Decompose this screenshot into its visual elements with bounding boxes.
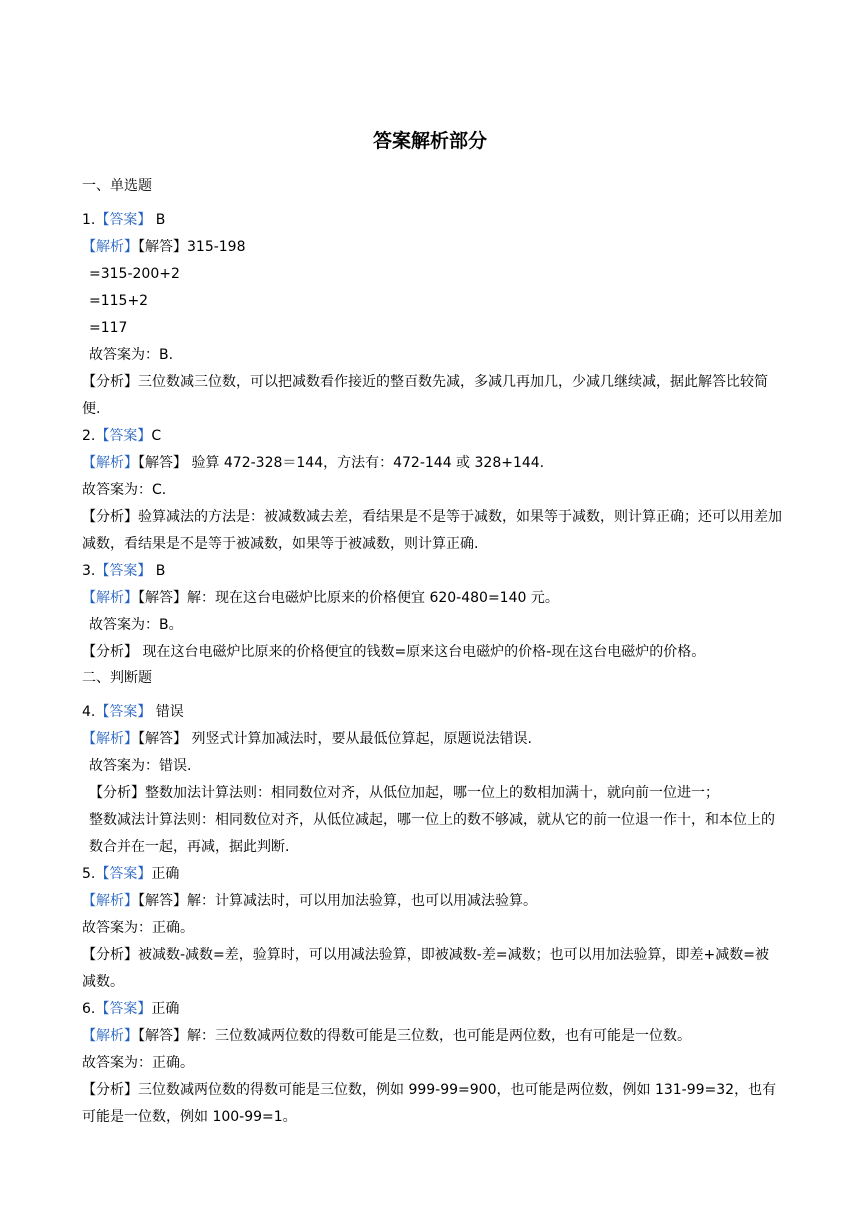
q5-answer-line <box>82 861 782 888</box>
q1-conclusion: 故答案为：B. <box>89 347 174 363</box>
q5-number: 5. <box>82 866 96 882</box>
q6-number: 6. <box>82 1001 96 1017</box>
q2-answer-line <box>82 423 782 450</box>
q3-analysis <box>82 639 782 666</box>
q1-step-1: 315-198 <box>187 239 246 255</box>
section-heading-true-false: 二、判断题 <box>82 670 152 686</box>
fenxi-tag: 【分析】 <box>82 947 138 963</box>
answer-tag: 【答案】 <box>95 563 152 579</box>
q5-solution-line <box>82 888 782 915</box>
solution-tag: 【解答】 <box>138 1028 187 1044</box>
q6-answer-line <box>82 996 782 1023</box>
fenxi-tag: 【分析】 <box>82 509 138 525</box>
answer-tag: 【答案】 <box>95 428 152 444</box>
solution-tag: 【解答】 <box>138 239 187 255</box>
q1-step-4: =117 <box>89 320 128 336</box>
fenxi-tag: 【分析】 <box>82 374 138 390</box>
q1-analysis <box>82 369 782 423</box>
q2-analysis-text: 验算减法的方法是：被减数减去差，看结果是不是等于减数，如果等于减数，则计算正确；还可以用差加减数，看结果是不是等于被减数，如果等于被减数，则计算正确. <box>82 509 782 552</box>
analysis-tag: 【解析】 <box>82 239 138 255</box>
q6-analysis-text: 三位数减两位数的得数可能是三位数，例如 999-99=900，也可能是两位数，例如 131-99=32，也有可能是一位数，例如 100-99=1。 <box>82 1082 777 1125</box>
q2-analysis <box>82 504 782 558</box>
q3-answer-line <box>82 558 782 585</box>
solution-tag: 【解答】 <box>138 455 187 471</box>
q6-solution-line <box>82 1023 782 1050</box>
q1-step-2: =315-200+2 <box>89 266 180 282</box>
q2-answer: C <box>151 428 162 444</box>
answer-tag: 【答案】 <box>95 866 152 882</box>
q2-solution-text: 验算 472-328＝144，方法有：472-144 或 328+144. <box>187 455 545 471</box>
q3-solution-text: 解：现在这台电磁炉比原来的价格便宜 620-480=140 元。 <box>187 590 559 606</box>
q1-answer: B <box>151 212 166 228</box>
q3-number: 3. <box>82 563 96 579</box>
q5-analysis-text: 被减数-减数=差，验算时，可以用减法验算，即被减数-差=减数；也可以用加法验算，即差+减数=被减数。 <box>82 947 770 990</box>
solution-tag: 【解答】 <box>138 731 187 747</box>
q2-solution-line <box>82 450 782 477</box>
q2-conclusion: 故答案为：C. <box>82 482 167 498</box>
analysis-tag: 【解析】 <box>82 455 138 471</box>
answer-tag: 【答案】 <box>95 704 152 720</box>
q4-analysis <box>82 780 782 807</box>
q4-analysis-text-2: 整数减法计算法则：相同数位对齐，从低位减起，哪一位上的数不够减，就从它的前一位退一作十，和本位上的数合并在一起，再减，据此判断. <box>89 812 775 855</box>
solution-tag: 【解答】 <box>138 893 187 909</box>
page-title: 答案解析部分 <box>372 130 487 152</box>
q6-analysis <box>82 1077 782 1131</box>
q5-analysis <box>82 942 782 996</box>
fenxi-tag: 【分析】 <box>82 644 138 660</box>
q3-conclusion: 故答案为：B。 <box>89 617 183 633</box>
q4-conclusion: 故答案为：错误. <box>89 758 192 774</box>
q5-conclusion: 故答案为：正确。 <box>82 920 194 936</box>
q1-step-3: =115+2 <box>89 293 149 309</box>
q3-analysis-text: 现在这台电磁炉比原来的价格便宜的钱数=原来这台电磁炉的价格-现在这台电磁炉的价格。 <box>138 644 706 660</box>
section-heading-single-choice: 一、单选题 <box>82 178 152 194</box>
q3-solution-line <box>82 585 782 612</box>
q4-answer-line <box>82 699 782 726</box>
solution-tag: 【解答】 <box>138 590 187 606</box>
analysis-tag: 【解析】 <box>82 893 138 909</box>
q4-analysis-text-1: 整数加法计算法则：相同数位对齐，从低位加起，哪一位上的数相加满十，就向前一位进一； <box>145 785 719 801</box>
q4-answer: 错误 <box>151 704 184 720</box>
analysis-tag: 【解析】 <box>82 1028 138 1044</box>
answer-tag: 【答案】 <box>95 1001 152 1017</box>
q6-conclusion: 故答案为：正确。 <box>82 1055 194 1071</box>
q3-answer: B <box>151 563 166 579</box>
analysis-tag: 【解析】 <box>82 590 138 606</box>
q2-number: 2. <box>82 428 96 444</box>
q4-solution-text: 列竖式计算加减法时，要从最低位算起，原题说法错误. <box>187 731 532 747</box>
q6-answer: 正确 <box>151 1001 180 1017</box>
q4-number: 4. <box>82 704 96 720</box>
q6-solution-text: 解：三位数减两位数的得数可能是三位数，也可能是两位数，也有可能是一位数。 <box>187 1028 691 1044</box>
document-body <box>82 176 782 1131</box>
q1-number: 1. <box>82 212 96 228</box>
q1-answer-line <box>82 207 782 234</box>
fenxi-tag: 【分析】 <box>82 1082 138 1098</box>
q1-analysis-text: 三位数减三位数，可以把减数看作接近的整百数先减，多减几再加几，少减几继续减，据此解答比较简便. <box>82 374 768 417</box>
q5-answer: 正确 <box>151 866 180 882</box>
answer-tag: 【答案】 <box>95 212 152 228</box>
q4-solution-line <box>82 726 782 753</box>
q1-solution-line <box>82 234 782 261</box>
fenxi-tag: 【分析】 <box>89 785 145 801</box>
analysis-tag: 【解析】 <box>82 731 138 747</box>
q5-solution-text: 解：计算减法时，可以用加法验算，也可以用减法验算。 <box>187 893 537 909</box>
